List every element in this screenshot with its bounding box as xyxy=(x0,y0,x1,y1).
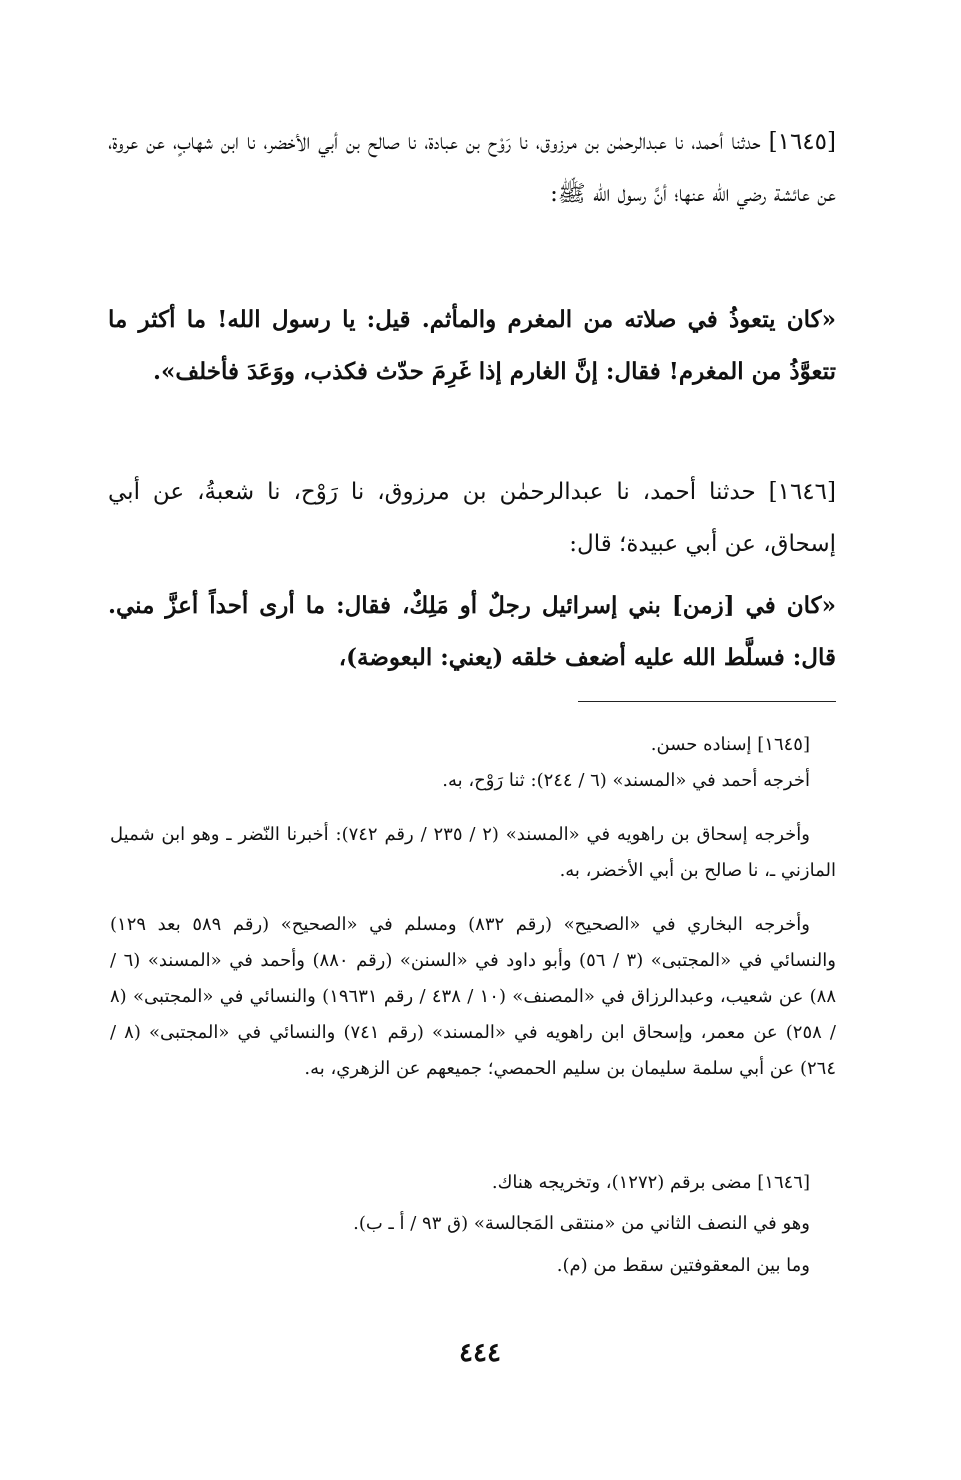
page-number: ٤٤٤ xyxy=(459,1338,501,1368)
footnote-1646-reference: [١٦٤٦] مضى برقم (١٢٧٢)، وتخريجه هناك. xyxy=(491,1172,810,1193)
footnote-1645-ishaq: وأخرجه إسحاق بن راهويه في «المسند» (٢ / ٢٣٥ / رقم ٧٤٢): أخبرنا النّضر ـ وهو ابن شميل المازني ـ، نا صالح بن أبي الأخضر، به. xyxy=(110,824,836,881)
hadith-1646-matn: «كان في [زمن] بني إسرائيل رجلٌ أو مَلِكٌ، فقال: ما أرى أحداً أعزَّ مني. قال: فسلَّط الله عليه أضعف خلقه (يعني: البعوضة)، xyxy=(108,592,836,671)
hadith-1646-isnad: [١٦٤٦] حدثنا أحمد، نا عبدالرحمٰن بن مرزوق، نا رَوْح، نا شعبةُ، عن أبي إسحاق، عن أبي عبيدة؛ قال: xyxy=(108,479,836,557)
footnote-divider xyxy=(578,701,836,702)
hadith-1645-isnad: [١٦٤٥] حدثنا أحمد، نا عبدالرحمٰن بن مرزوق، نا رَوْح بن عبادة، نا صالح بن أبي الأخضر، نا ابن شهابٍ، عن عروة، عن عائشة رضي الله عنها؛ أنَّ رسول الله ﷺ: xyxy=(108,129,836,207)
footnote-1645-grade: [١٦٤٥] إسناده حسن. xyxy=(650,734,810,755)
hadith-1645-matn: «كان يتعوذُ في صلاته من المغرم والمأثم. قيل: يا رسول الله! ما أكثر ما تتعوَّذُ من المغرم! فقال: إنَّ الغارم إذا غَرِمَ حدّث فكذب، ووَعَدَ فأخلف». xyxy=(108,306,836,385)
footnote-1646-brackets: وما بين المعقوفتين سقط من (م). xyxy=(556,1255,810,1276)
footnote-1646-muntaqa: وهو في النصف الثاني من «منتقى المَجالسة» (ق ٩٣ / أ ـ ب). xyxy=(353,1213,810,1234)
footnote-1645-bukhari: وأخرجه البخاري في «الصحيح» (رقم ٨٣٢) ومسلم في «الصحيح» (رقم ٥٨٩ بعد ١٢٩) والنسائي في «المجتبى» (٣ / ٥٦) وأبو داود في «السنن» (رقم ٨٨٠) وأحمد في «المسند» (٦ / ٨٨) عن شعيب، وعبدالرزاق في «المصنف» (١٠ / ٤٣٨ / رقم ١٩٦٣١) والنسائي في «المجتبى» (٨ / ٢٥٨) عن معمر، وإسحاق ابن راهويه في «المسند» (رقم ٧٤١) والنسائي في «المجتبى» (٨ / ٢٦٤) عن أبي سلمة سليمان بن سليم الحمصي؛ جميعهم عن الزهري، به. xyxy=(110,914,837,1079)
footnote-1645-ahmad: أخرجه أحمد في «المسند» (٦ / ٢٤٤): ثنا رَوْح، به. xyxy=(442,770,810,791)
